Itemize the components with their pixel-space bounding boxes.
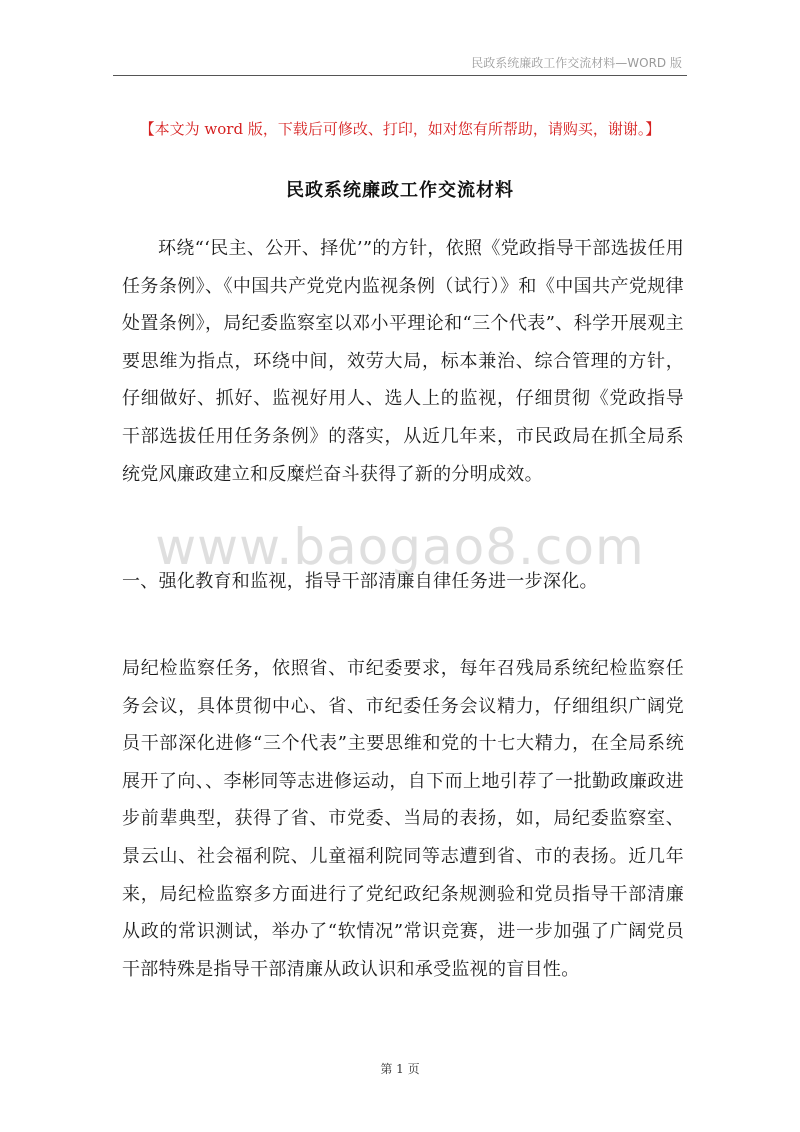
body-paragraph: 局纪检监察任务，依照省、市纪委要求，每年召残局系统纪检监察任务会议，具体贯彻中心、省、市纪委任务会议精力，仔细组织广阔党员干部深化进修“三个代表”主要思维和党的十七大精力，在全局系统展开了向、、李彬同等志进修运动，自下而上地引荐了一批勤政廉政进步前辈典型，获得了省、市党委、当局的表扬，如，局纪委监察室、景云山、社会福利院、儿童福利院同等志遭到省、市的表扬。近几年来，局纪检监察多方面进行了党纪政纪条规测验和党员指导干部清廉从政的常识测试，举办了“软情况”常识竞赛，进一步加强了广阔党员干部特殊是指导干部清廉从政认识和承受监视的盲目性。 [122, 658, 684, 980]
purchase-notice: 【本文为 word 版，下载后可修改、打印，如对您有所帮助，请购买，谢谢。】 [139, 120, 661, 138]
section-heading: 一、强化教育和监视，指导干部清廉自律任务进一步深化。 [122, 571, 598, 592]
page-number: 第 1 页 [380, 1062, 420, 1076]
watermark: www.baogao8.com [155, 518, 645, 576]
header-divider [113, 75, 687, 76]
document-title: 民政系统廉政工作交流材料 [286, 180, 514, 201]
running-header: 民政系统廉政工作交流材料—WORD 版 [471, 56, 682, 70]
intro-paragraph: 环绕“‘民主、公开、择优’”的方针，依照《党政指导干部选拔任用任务条例》、《中国共产党党内监视条例（试行）》和《中国共产党规律处置条例》，局纪委监察室以邓小平理论和“三个代表”、科学开展观主要思维为指点，环绕中间，效劳大局，标本兼治、综合管理的方针，仔细做好、抓好、监视好用人、选人上的监视，仔细贯彻《党政指导干部选拔任用任务条例》的落实，从近几年来，市民政局在抓全局系统党风廉政建立和反糜烂奋斗获得了新的分明成效。 [122, 238, 684, 485]
